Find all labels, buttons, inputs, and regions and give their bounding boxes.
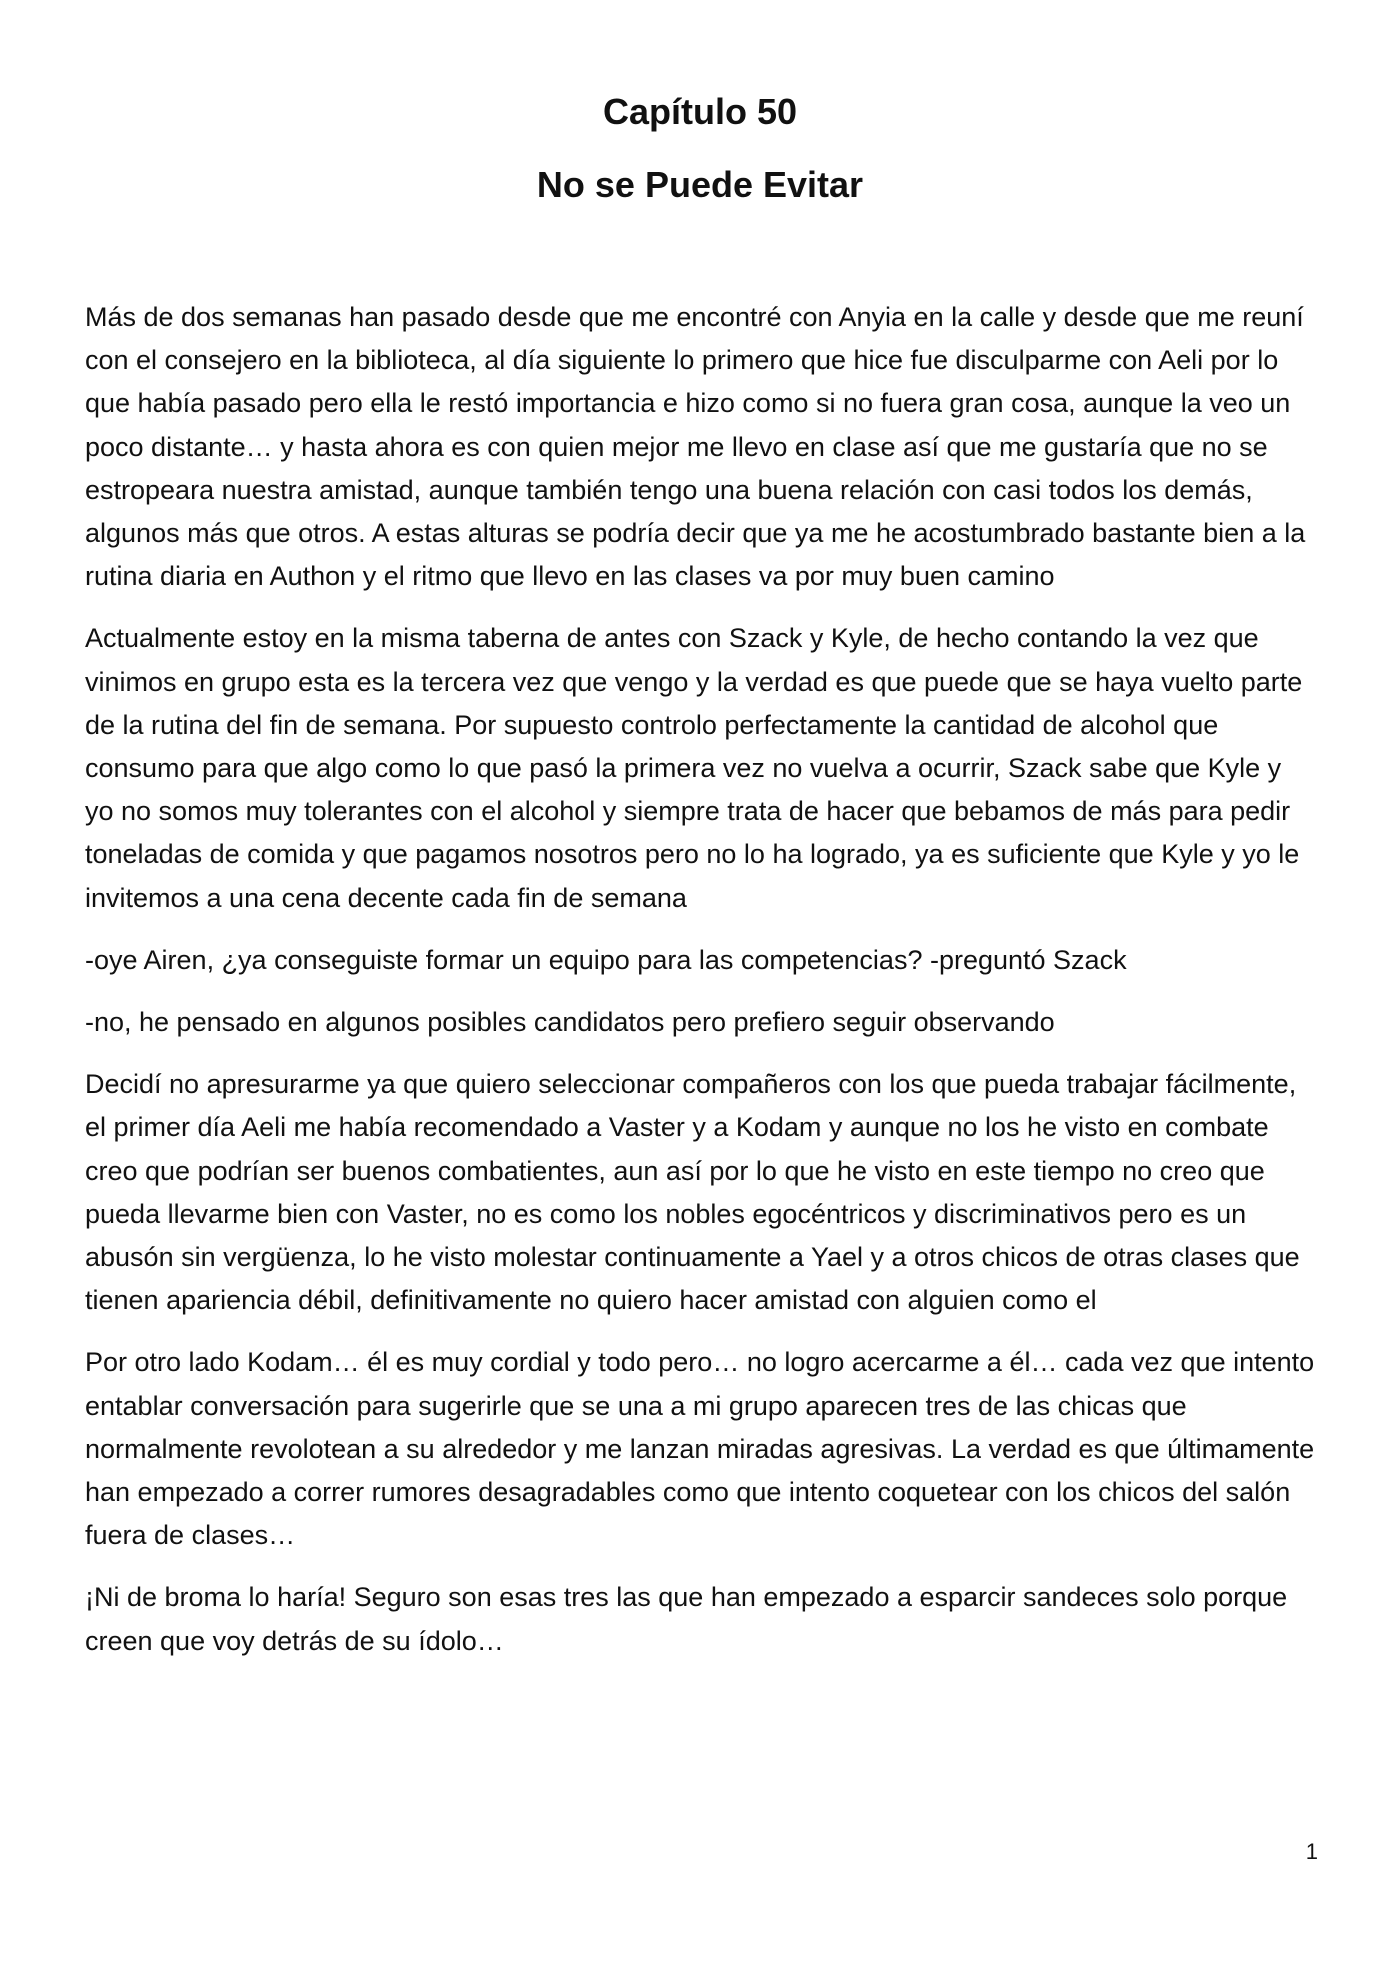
dialogue-line: -oye Airen, ¿ya conseguiste formar un equipo para las competencias? -preguntó Szack bbox=[85, 944, 1127, 975]
dialogue-line: -no, he pensado en algunos posibles candidatos pero prefiero seguir observando bbox=[85, 1007, 1055, 1038]
page-number: 1 bbox=[1305, 1839, 1318, 1864]
paragraph: Actualmente estoy en la misma taberna de antes con Szack y Kyle, de hecho contando la vez que vinimos en grupo esta es la tercera vez que vengo y la verdad es que puede que se haya vuelto parte de la rutina del fin de semana. Por supuesto controlo perfectamente la cantidad de alcohol que consumo para que algo como lo que pasó la primera vez no vuelva a ocurrir, Szack sabe que Kyle y yo no somos muy tolerantes con el alcohol y siempre trata de hacer que bebamos de más para pedir toneladas de comida y que pagamos nosotros pero no lo ha logrado, ya es suficiente que Kyle y yo le invitemos a una cena decente cada fin de semana bbox=[85, 623, 1303, 913]
paragraph: Decidí no apresurarme ya que quiero seleccionar compañeros con los que pueda trabajar fácilmente, el primer día Aeli me había recomendado a Vaster y a Kodam y aunque no los he visto en combate creo que podrían ser buenos combatientes, aun así por lo que he visto en este tiempo no creo que pueda llevarme bien con Vaster, no es como los nobles egocéntricos y discriminativos pero es un abusón sin vergüenza, lo he visto molestar continuamente a Yael y a otros chicos de otras clases que tienen apariencia débil, definitivamente no quiero hacer amistad con alguien como el bbox=[85, 1069, 1300, 1316]
paragraph: Por otro lado Kodam… él es muy cordial y todo pero… no logro acercarme a él… cada vez que intento entablar conversación para sugerirle que se una a mi grupo aparecen tres de las chicas que normalmente revolotean a su alrededor y me lanzan miradas agresivas. La verdad es que últimamente han empezado a correr rumores desagradables como que intento coquetear con los chicos del salón fuera de clases… bbox=[85, 1347, 1315, 1551]
paragraph: ¡Ni de broma lo haría! Seguro son esas tres las que han empezado a esparcir sandeces solo porque creen que voy detrás de su ídolo… bbox=[85, 1582, 1288, 1656]
chapter-body bbox=[85, 296, 1315, 1682]
chapter-title: No se Puede Evitar bbox=[536, 164, 864, 205]
chapter-number: Capítulo 50 bbox=[602, 91, 798, 132]
paragraph: Más de dos semanas han pasado desde que me encontré con Anyia en la calle y desde que me reuní con el consejero en la biblioteca, al día siguiente lo primero que hice fue disculparme con Aeli por lo que había pasado pero ella le restó importancia e hizo como si no fuera gran cosa, aunque la veo un poco distante… y hasta ahora es con quien mejor me llevo en clase así que me gustaría que no se estropeara nuestra amistad, aunque también tengo una buena relación con casi todos los demás, algunos más que otros. A estas alturas se podría decir que ya me he acostumbrado bastante bien a la rutina diaria en Authon y el ritmo que llevo en las clases va por muy buen camino bbox=[85, 302, 1306, 592]
